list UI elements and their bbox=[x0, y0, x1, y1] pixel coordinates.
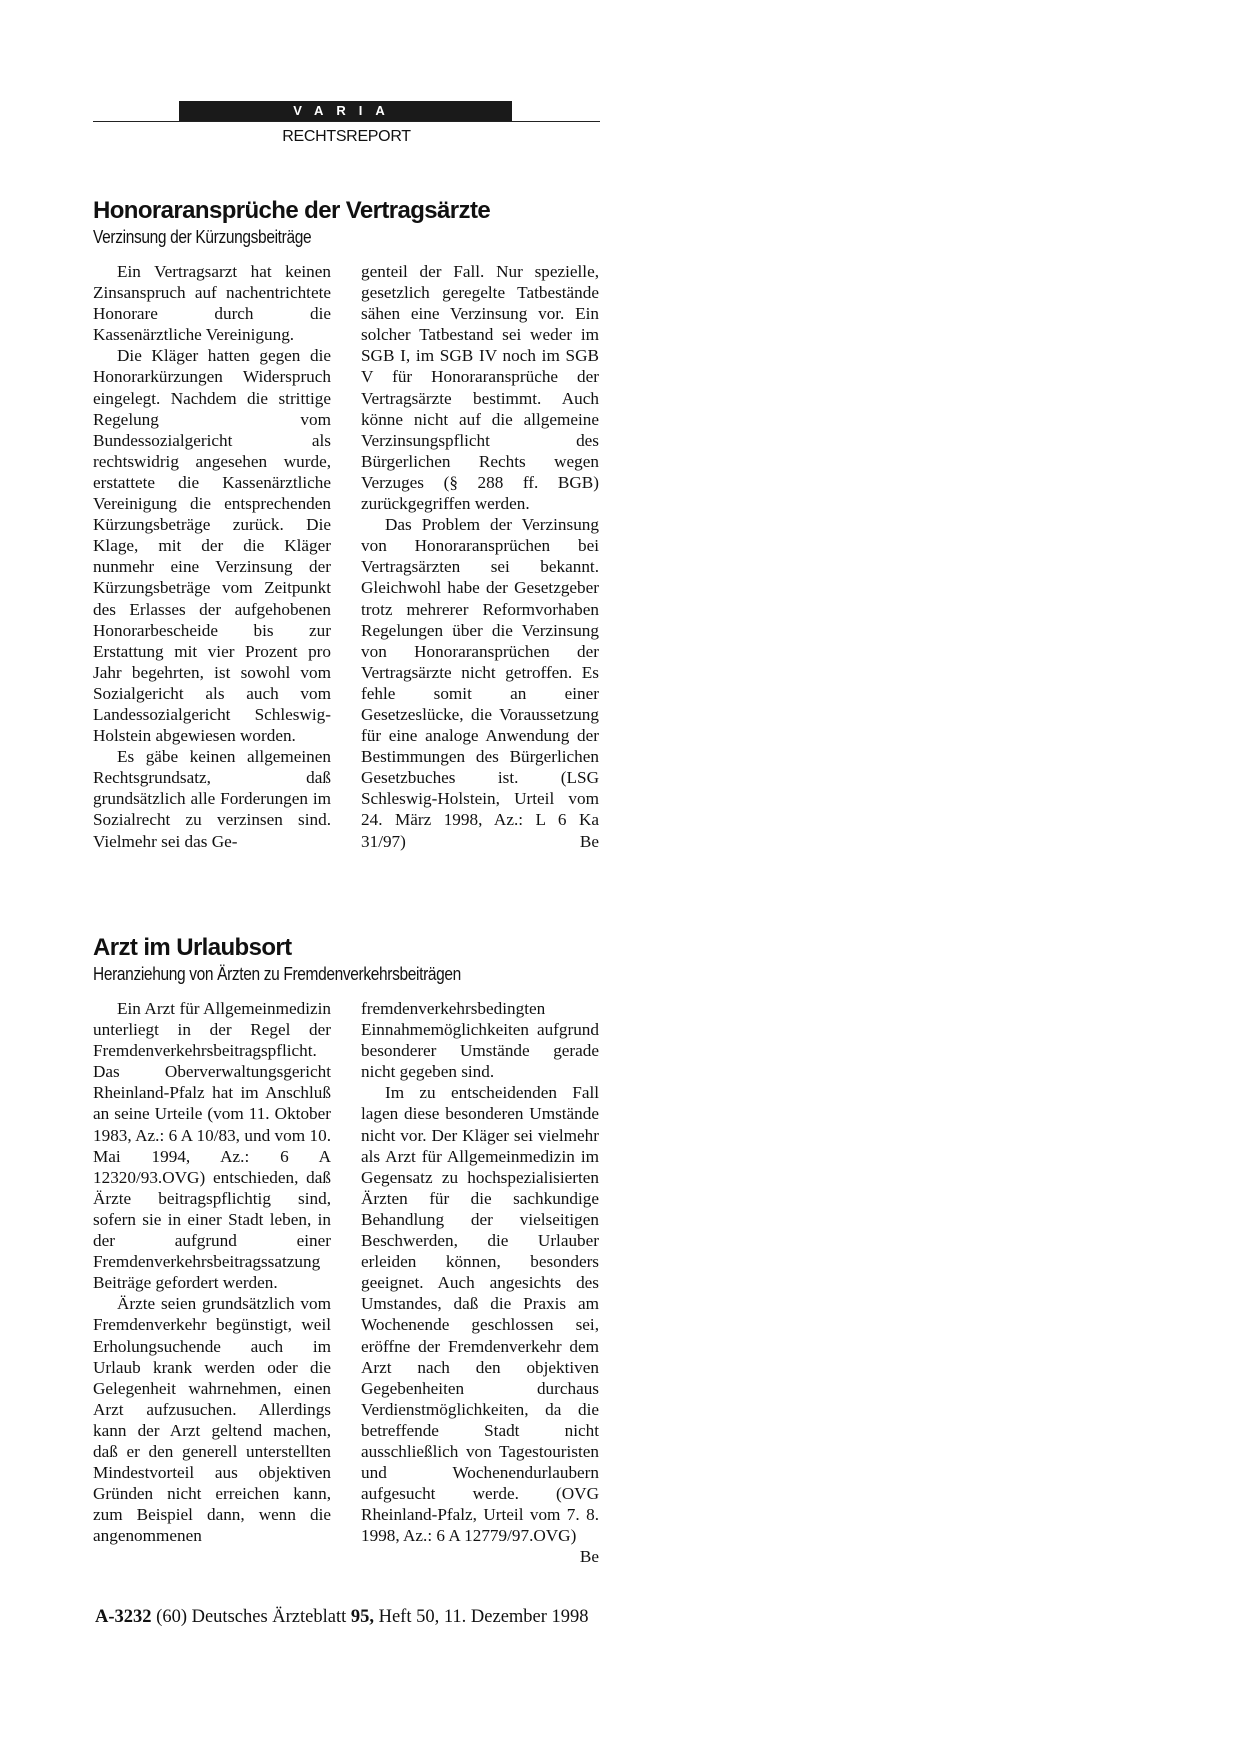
header-rule bbox=[93, 121, 600, 122]
journal-name: Deutsches Ärzteblatt bbox=[191, 1607, 347, 1627]
author-signature: Be bbox=[579, 831, 599, 851]
paragraph: Die Kläger hatten gegen die Honorarkürzungen Widerspruch eingelegt. Nachdem die strittige Regelung vom Bundessozialgericht als rechtswidrig angesehen wurde, erstattete die Kassenärztliche Vereinigung die entsprechenden Kürzungsbeträge zurück. Die Klage, mit der die Kläger nunmehr eine Verzinsung der Kürzungsbeträge vom Zeitpunkt des Erlasses der aufgehobenen Honorarbescheide bis zur Erstattung mit vier Prozent pro Jahr begehrten, ist sowohl vom Sozialgericht als auch vom Landessozialgericht Schleswig-Holstein abgewiesen worden. bbox=[93, 346, 331, 746]
left-column bbox=[93, 998, 331, 1546]
article-honoraransprueche bbox=[93, 197, 600, 851]
page-footer bbox=[95, 1607, 589, 1628]
article-subtitle: Verzinsung der Kürzungsbeiträge bbox=[93, 227, 312, 247]
paragraph: Ein Arzt für Allgemeinmedizin unterliegt in der Regel der Fremdenverkehrsbeitragspflicht. Das Oberverwaltungsgericht Rheinland-Pfalz hat im Anschluß an seine Urteile (vom 11. Oktober 1983, Az.: 6 A 10/83, und vom 10. Mai 1994, Az.: 6 A 12320/93.OVG) entschieden, daß Ärzte beitragspflichtig sind, sofern sie in einer Stadt leben, in der aufgrund einer Fremdenverkehrsbeitragssatzung Beiträge gefordert werden. bbox=[93, 999, 331, 1293]
article-title: Honoraransprüche der Vertragsärzte bbox=[93, 197, 491, 224]
paragraph-text: Das Problem der Verzinsung von Honoraransprüchen bei Vertragsärzten sei bekannt. Gleichwohl habe der Gesetzgeber trotz mehrerer Reformvorhaben Regelungen über die Verzinsung von Honoraransprüchen der Vertragsärzte nicht getroffen. Es fehle somit an einer Gesetzeslücke, die Voraussetzung für eine analoge Anwendung der Bestimmungen des Bürgerlichen Gesetzbuches ist. (LSG Schleswig-Holstein, Urteil vom 24. März 1998, Az.: L 6 Ka 31/97) bbox=[361, 515, 599, 851]
right-column bbox=[361, 261, 599, 852]
subsection-label: RECHTSREPORT bbox=[282, 128, 411, 145]
author-signature: Be bbox=[579, 1547, 599, 1567]
page-number: (60) bbox=[156, 1607, 187, 1627]
article-title: Arzt im Urlaubsort bbox=[93, 934, 292, 961]
page-code: A-3232 bbox=[95, 1607, 152, 1627]
paragraph: Ärzte seien grundsätzlich vom Fremdenverkehr begünstigt, weil Erholungsuchende auch im Urlaub krank werden oder die Gelegenheit wahrnehmen, einen Arzt aufzusuchen. Allerdings kann der Arzt geltend machen, daß er den generell unterstellten Mindestvorteil aus objektiven Gründen nicht erreichen kann, zum Beispiel dann, wenn die angenommenen bbox=[93, 1294, 331, 1546]
article-arzt-im-urlaubsort bbox=[93, 934, 600, 1567]
right-column bbox=[361, 998, 599, 1568]
left-column bbox=[93, 261, 331, 852]
article-body bbox=[93, 261, 600, 901]
paragraph: Ein Vertragsarzt hat keinen Zinsanspruch auf nachentrichtete Honorare durch die Kassenärztliche Vereinigung. bbox=[93, 262, 331, 345]
issue-date: Heft 50, 11. Dezember 1998 bbox=[378, 1607, 589, 1627]
paragraph bbox=[361, 514, 599, 852]
article-body bbox=[93, 998, 600, 1598]
journal-volume: 95, bbox=[350, 1607, 374, 1627]
paragraph: Es gäbe keinen allgemeinen Rechtsgrundsatz, daß grundsätzlich alle Forderungen im Sozialrecht zu verzinsen sind. Vielmehr sei das Ge- bbox=[93, 747, 331, 851]
paragraph: fremdenverkehrsbedingten Einnahmemöglichkeiten aufgrund besonderer Umstände gerade nicht gegeben sind. bbox=[361, 999, 599, 1082]
section-label: VARIA bbox=[179, 101, 512, 121]
article-subtitle: Heranziehung von Ärzten zu Fremdenverkehrsbeiträgen bbox=[93, 964, 461, 984]
paragraph: genteil der Fall. Nur spezielle, gesetzlich geregelte Tatbestände sähen eine Verzinsung vor. Ein solcher Tatbestand sei weder im SGB I, im SGB IV noch im SGB V für Honoraransprüche der Vertragsärzte bestimmt. Auch könne nicht auf die allgemeine Verzinsungspflicht des Bürgerlichen Rechts wegen Verzuges (§ 288 ff. BGB) zurückgegriffen werden. bbox=[361, 262, 599, 514]
paragraph bbox=[361, 1082, 599, 1567]
paragraph-text: Im zu entscheidenden Fall lagen diese besonderen Umstände nicht vor. Der Kläger sei vielmehr als Arzt für Allgemeinmedizin im Gegensatz zu hochspezialisierten Ärzten für die sachkundige Behandlung der vielseitigen Beschwerden, die Urlauber erleiden können, besonders geeignet. Auch angesichts des Umstandes, daß die Praxis am Wochenende geschlossen sei, eröffne der Fremdenverkehr dem Arzt nach den objektiven Gegebenheiten durchaus Verdienstmöglichkeiten, da die betreffende Stadt nicht ausschließlich von Tagestouristen und Wochenendurlaubern aufgesucht werde. (OVG Rheinland-Pfalz, Urteil vom 7. 8. 1998, Az.: 6 A 12779/97.OVG) bbox=[361, 1083, 599, 1546]
